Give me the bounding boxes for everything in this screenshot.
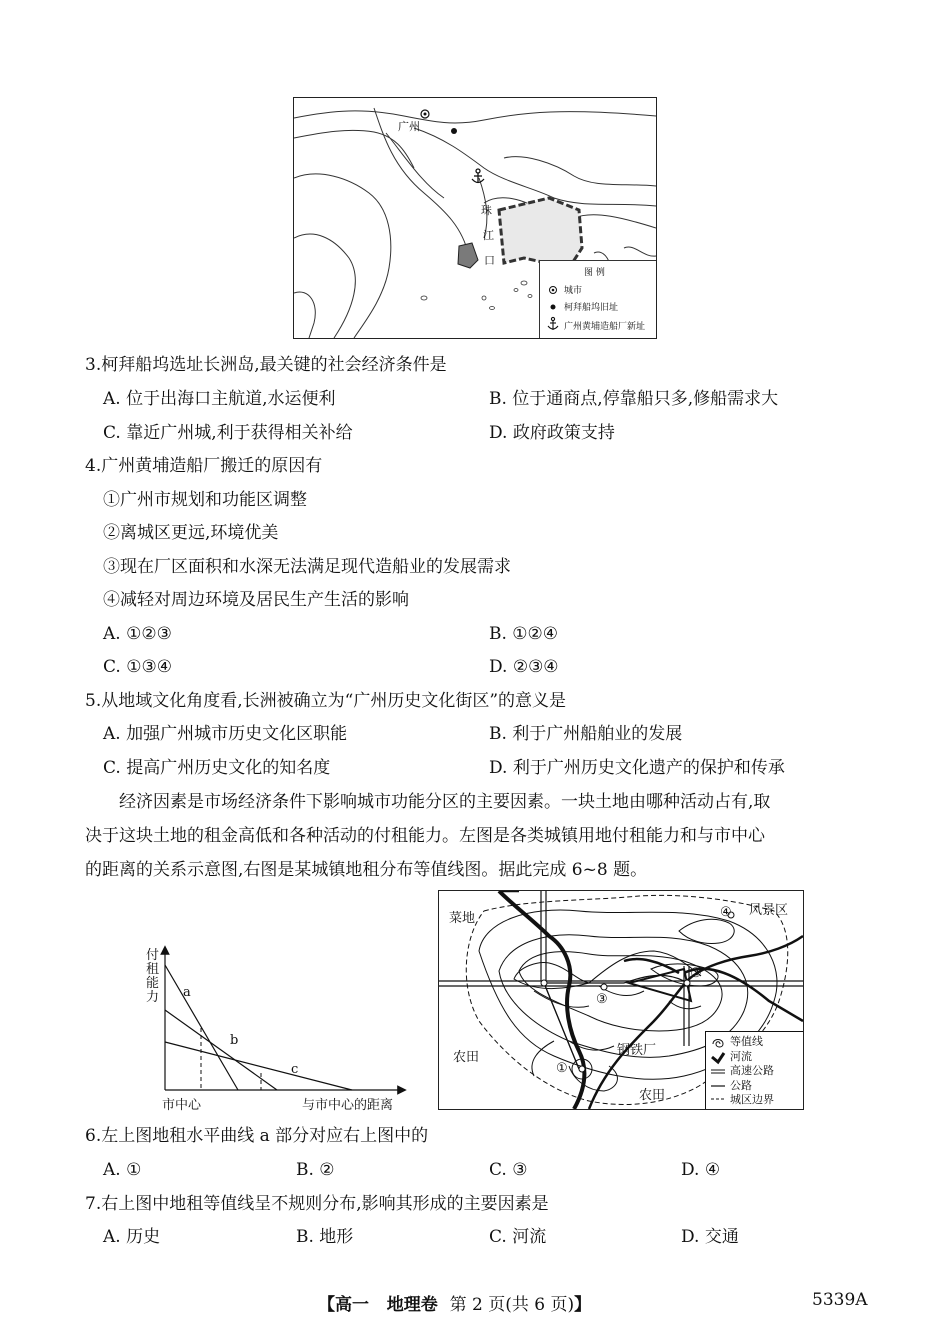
legend-new-site: 广州黄埔造船厂新址	[564, 322, 646, 332]
q6-option-c: C. ③	[489, 1160, 528, 1180]
q3-option-b: B. 位于通商点,停靠船只多,修船需求大	[489, 389, 779, 409]
q5-option-b: B. 利于广州船舶业的发展	[489, 724, 683, 744]
map1-legend	[539, 260, 657, 339]
passage-line-1: 经济因素是市场经济条件下影响城市功能分区的主要因素。一块土地由哪种活动占有,取	[119, 792, 771, 812]
q3-option-c: C. 靠近广州城,利于获得相关补给	[103, 423, 353, 443]
dock-legend-icon	[548, 302, 558, 312]
footer-page: 第 2 页(共 6 页)	[449, 1295, 575, 1315]
footer-left-bracket: 【	[318, 1295, 335, 1315]
q5-option-c: C. 提高广州历史文化的知名度	[103, 758, 331, 778]
anchor-legend-icon	[546, 316, 560, 332]
label-farmland-1: 农田	[453, 1050, 480, 1065]
point-3: ③	[596, 992, 608, 1007]
q4-stem: 4.广州黄埔造船厂搬迁的原因有	[85, 456, 323, 476]
city-label-guangzhou: 广州	[398, 120, 420, 133]
q7-option-c: C. 河流	[489, 1227, 547, 1247]
curve-label-c: c	[291, 1062, 299, 1077]
label-scenic-area: 风景区	[749, 903, 789, 918]
roads	[544, 975, 684, 1069]
q7-option-d: D. 交通	[681, 1227, 739, 1247]
q5-option-a: A. 加强广州城市历史文化区职能	[103, 724, 348, 744]
legend-expressway: 高速公路	[730, 1064, 774, 1077]
label-vegetable-field: 菜地	[449, 911, 476, 926]
river-label-char-2: 江	[483, 229, 494, 242]
footer-right-bracket: 】	[574, 1295, 592, 1315]
q4-item-2: ②离城区更远,环境优美	[103, 523, 279, 543]
river-label-char-3: 口	[484, 254, 495, 267]
label-farmland-2: 农田	[639, 1088, 666, 1103]
old-dock-point	[451, 128, 457, 134]
q3-stem: 3.柯拜船坞选址长洲岛,最关键的社会经济条件是	[85, 355, 447, 375]
q4-item-4: ④减轻对周边环境及居民生产生活的影响	[103, 590, 409, 610]
q5-stem: 5.从地域文化角度看,长洲被确立为“广州历史文化街区”的意义是	[85, 691, 567, 711]
q3-option-d: D. 政府政策支持	[489, 423, 615, 443]
curve-label-b: b	[230, 1033, 239, 1048]
node-center	[541, 980, 547, 986]
map1-legend-title: 图 例	[584, 268, 605, 278]
point-4: ④	[720, 905, 732, 920]
city-legend-icon	[548, 285, 558, 295]
footer-subject: 地理卷	[386, 1295, 438, 1315]
map2-legend-symbols	[710, 1035, 726, 1107]
legend-river: 河流	[730, 1050, 752, 1063]
legend-isoline: 等值线	[730, 1035, 763, 1048]
rent-isoline-map	[438, 890, 804, 1110]
q4-item-3: ③现在厂区面积和水深无法满足现代造船业的发展需求	[103, 557, 511, 577]
legend-old-dock: 柯拜船坞旧址	[564, 303, 619, 313]
legend-road: 公路	[730, 1079, 752, 1092]
x-origin-label: 市中心	[162, 1098, 202, 1113]
isoline-legend-icon	[713, 1040, 723, 1048]
q6-option-b: B. ②	[296, 1160, 335, 1180]
curve-c	[165, 1042, 352, 1090]
river-legend-icon	[712, 1053, 724, 1062]
q4-option-b: B. ①②④	[489, 624, 559, 644]
rent-ability-graph	[140, 945, 410, 1115]
junction-triangle	[629, 969, 691, 1001]
label-steel-plant: 钢铁厂	[617, 1043, 657, 1058]
curve-b	[165, 1010, 277, 1090]
q4-option-a: A. ①②③	[103, 624, 172, 644]
q5-option-d: D. 利于广州历史文化遗产的保护和传承	[489, 758, 785, 778]
pearl-river-map	[293, 97, 657, 339]
y-label-char-1: 付	[146, 948, 160, 963]
y-label-char-2: 租	[146, 962, 160, 977]
node-3	[601, 984, 607, 990]
footer-grade: 高一	[335, 1295, 369, 1315]
point-1: ①	[556, 1061, 568, 1076]
legend-city-boundary: 城区边界	[730, 1093, 774, 1106]
passage-line-2: 决于这块土地的租金高低和各种活动的付租能力。左图是各类城镇用地付租能力和与市中心	[85, 826, 765, 846]
legend-city: 城市	[564, 286, 583, 296]
q4-option-c: C. ①③④	[103, 657, 172, 677]
q7-option-a: A. 历史	[103, 1227, 161, 1247]
passage	[85, 785, 875, 887]
q6-option-d: D. ④	[681, 1160, 721, 1180]
q6-stem: 6.左上图地租水平曲线 a 部分对应右上图中的	[85, 1126, 429, 1146]
passage-line-3: 的距离的关系示意图,右图是某城镇地租分布等值线图。据此完成 6~8 题。	[85, 860, 648, 880]
map2-legend	[705, 1031, 804, 1110]
q4-item-1: ①广州市规划和功能区调整	[103, 490, 307, 510]
y-label-char-3: 能	[146, 976, 160, 991]
q7-stem: 7.右上图中地租等值线呈不规则分布,影响其形成的主要因素是	[85, 1194, 549, 1214]
q6-option-a: A. ①	[103, 1160, 142, 1180]
q7-option-b: B. 地形	[296, 1227, 354, 1247]
y-label-char-4: 力	[146, 990, 160, 1005]
node-1	[579, 1066, 585, 1072]
footer-code: 5339A	[812, 1290, 868, 1310]
q3-option-a: A. 位于出海口主航道,水运便利	[103, 389, 336, 409]
anchor-icon	[472, 169, 484, 183]
q4-option-d: D. ②③④	[489, 657, 559, 677]
curve-label-a: a	[183, 985, 191, 1000]
rent-ability-graph-drawing	[140, 945, 410, 1115]
point-2: ②	[690, 966, 702, 981]
page-footer	[0, 1290, 950, 1314]
footer-title	[318, 1290, 591, 1315]
river-label-char-1: 珠	[481, 204, 492, 217]
x-axis-label: 与市中心的距离	[302, 1098, 394, 1113]
